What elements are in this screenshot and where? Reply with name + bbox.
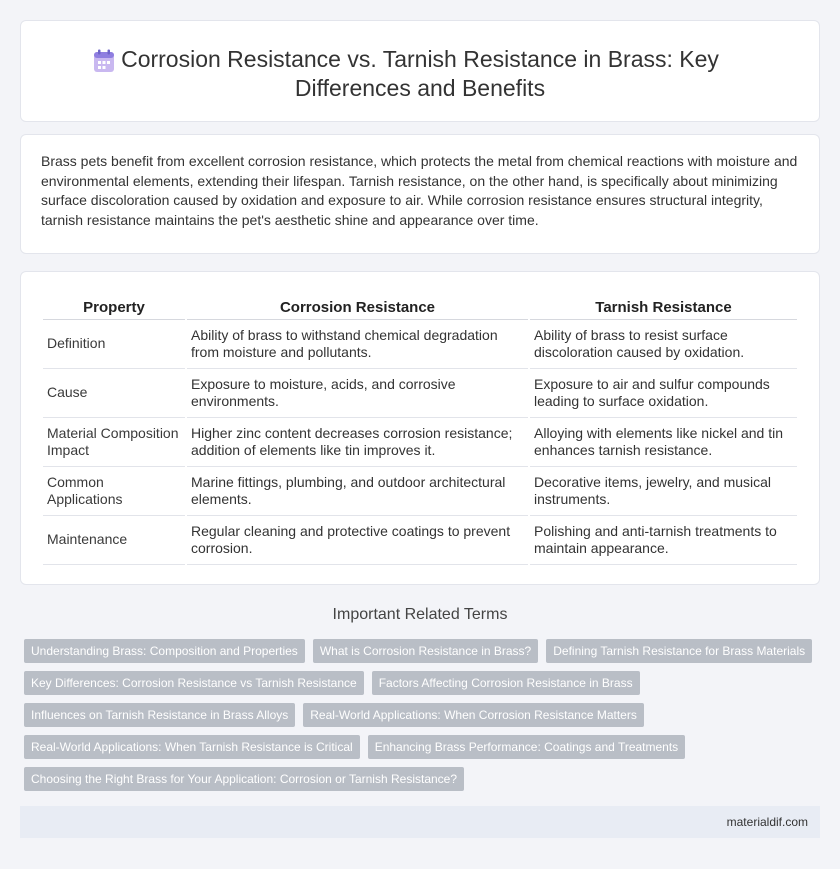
related-term-link[interactable]: Defining Tarnish Resistance for Brass Materials bbox=[546, 639, 812, 663]
related-term-link[interactable]: Factors Affecting Corrosion Resistance in Brass bbox=[372, 671, 640, 695]
page-title: Corrosion Resistance vs. Tarnish Resistance in Brass: Key Differences and Benefits bbox=[121, 46, 719, 101]
table-row bbox=[43, 418, 797, 467]
cell-property: Common Applications bbox=[43, 467, 185, 516]
cell-corrosion: Regular cleaning and protective coatings to prevent corrosion. bbox=[187, 516, 528, 565]
related-term-link[interactable]: Real-World Applications: When Corrosion Resistance Matters bbox=[303, 703, 644, 727]
table-row bbox=[43, 467, 797, 516]
comparison-table bbox=[41, 292, 799, 565]
header-tarnish: Tarnish Resistance bbox=[530, 292, 797, 320]
related-term-link[interactable]: Key Differences: Corrosion Resistance vs Tarnish Resistance bbox=[24, 671, 364, 695]
intro-card bbox=[20, 134, 820, 254]
cell-property: Maintenance bbox=[43, 516, 185, 565]
related-term-link[interactable]: What is Corrosion Resistance in Brass? bbox=[313, 639, 538, 663]
cell-corrosion: Ability of brass to withstand chemical degradation from moisture and pollutants. bbox=[187, 320, 528, 369]
footer-site-name: materialdif.com bbox=[726, 815, 808, 829]
header-property: Property bbox=[43, 292, 185, 320]
comparison-card bbox=[20, 271, 820, 585]
cell-property: Material Composition Impact bbox=[43, 418, 185, 467]
cell-property: Cause bbox=[43, 369, 185, 418]
cell-tarnish: Polishing and anti-tarnish treatments to maintain appearance. bbox=[530, 516, 797, 565]
cell-tarnish: Alloying with elements like nickel and tin enhances tarnish resistance. bbox=[530, 418, 797, 467]
related-term-link[interactable]: Understanding Brass: Composition and Properties bbox=[24, 639, 305, 663]
footer bbox=[20, 806, 820, 838]
cell-corrosion: Higher zinc content decreases corrosion resistance; addition of elements like tin improves it. bbox=[187, 418, 528, 467]
related-terms-list bbox=[24, 639, 824, 791]
cell-tarnish: Decorative items, jewelry, and musical instruments. bbox=[530, 467, 797, 516]
related-term-link[interactable]: Enhancing Brass Performance: Coatings and Treatments bbox=[368, 735, 686, 759]
cell-tarnish: Exposure to air and sulfur compounds leading to surface oxidation. bbox=[530, 369, 797, 418]
intro-paragraph: Brass pets benefit from excellent corrosion resistance, which protects the metal from chemical reactions with moisture and environmental elements, extending their lifespan. Tarnish resistance, on the other hand, is specifically about minimizing surface discoloration caused by oxidation and exposure to air. While corrosion resistance ensures structural integrity, tarnish resistance maintains the pet's aesthetic shine and appearance over time. bbox=[41, 153, 798, 228]
table-header-row bbox=[43, 292, 797, 320]
cell-property: Definition bbox=[43, 320, 185, 369]
related-term-link[interactable]: Choosing the Right Brass for Your Application: Corrosion or Tarnish Resistance? bbox=[24, 767, 464, 791]
title-card bbox=[20, 20, 820, 122]
related-term-link[interactable]: Real-World Applications: When Tarnish Resistance is Critical bbox=[24, 735, 360, 759]
related-terms-title: Important Related Terms bbox=[332, 606, 508, 623]
table-row bbox=[43, 320, 797, 369]
related-term-link[interactable]: Influences on Tarnish Resistance in Brass Alloys bbox=[24, 703, 295, 727]
table-row bbox=[43, 369, 797, 418]
table-row bbox=[43, 516, 797, 565]
cell-corrosion: Marine fittings, plumbing, and outdoor architectural elements. bbox=[187, 467, 528, 516]
cell-tarnish: Ability of brass to resist surface discoloration caused by oxidation. bbox=[530, 320, 797, 369]
header-corrosion: Corrosion Resistance bbox=[187, 292, 528, 320]
cell-corrosion: Exposure to moisture, acids, and corrosive environments. bbox=[187, 369, 528, 418]
